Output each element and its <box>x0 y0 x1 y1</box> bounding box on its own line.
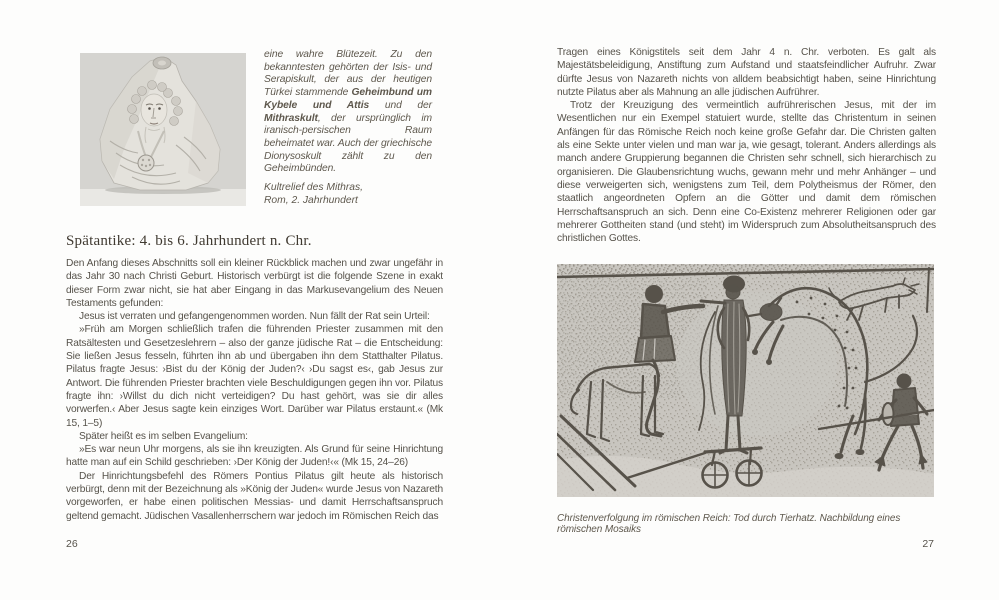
paragraph: Den Anfang dieses Abschnitts soll ein kleiner Rückblick machen und zwar ungefähr in das Jahr 30 nach Christi Geburt. Historisch verbürgt ist die folgende Szene in exakt dieser Form zwar nicht, sie hat aber Eingang in das Markusevangelium des Neuen Testaments gefunden: <box>66 258 443 309</box>
page-right <box>500 0 999 600</box>
paragraph: »Es war neun Uhr morgens, als sie ihn kreuzigten. Als Grund für seine Hinrichtung hatte man auf ein Schild geschrieben: ›Der König der Juden!‹« (Mk 15, 24–26) <box>66 444 443 469</box>
mosaic-caption: Christenverfolgung im römischen Reich: Tod durch Tierhatz. Nachbildung eines römischen Mosaiks <box>557 513 901 535</box>
left-body-text <box>66 257 443 523</box>
margin-note-segment: Mithraskult <box>264 112 318 124</box>
margin-note <box>264 49 432 176</box>
right-body-text <box>557 46 936 245</box>
photo-caption <box>264 181 434 207</box>
mithras-relief-illustration <box>80 53 246 206</box>
paragraph: Tragen eines Königstitels seit dem Jahr 4 n. Chr. verboten. Es galt als Majestätsbeleidigung, Anstiftung zum Aufstand und staatsfeindlicher Aufruhr. Zwar dürfte Jesus von Nazareth nichts von alldem beabsichtigt haben, seine Hinrichtung nutzte Pilatus aber als Mahnung an alle jüdischen Aufrührer. <box>557 47 936 98</box>
paragraph: Der Hinrichtungsbefehl des Römers Pontius Pilatus gilt heute als historisch verbürgt, denn mit der Bezeichnung als »König der Juden« wurde Jesus von Nazareth vorgeworfen, er habe einen politischen Messias- und damit Herrschaftsanspruch geltend gemacht. Jüdischen Vasallenherrschern war jedoch im Römischen Reich das <box>66 470 443 522</box>
margin-note-segment: eine wahre Blütezeit. Zu den bekanntesten gehörten der Isis- und Serapiskult, der aus der heutigen Türkei stammende <box>264 49 432 99</box>
section-heading: Spätantike: 4. bis 6. Jahrhundert n. Chr. <box>66 233 312 249</box>
mithras-relief-photo <box>80 53 246 206</box>
paragraph: »Früh am Morgen schließlich trafen die führenden Priester zusammen mit den Ratsältesten und Gesetzeslehrern – also der ganze jüdische Rat – die Entscheidung: Sie ließen Jesus fesseln, führten ihn ab und übergaben ihn dem Statthalter Pilatus. Pilatus fragte Jesus: ›Bist du der König der Juden?‹ ›Du sagst es‹, gab Jesus zur Antwort. Die führenden Priester brachten viele Beschuldigungen gegen ihn vor. Pilatus fragte ihn: ›Willst du dich nicht verteidigen? Du hast gehört, was sie dir alles vorwerfen.‹ Aber Jesus sagte kein einziges Wort. Darüber war Pilatus erstaunt.« (Mk 15, 1–5) <box>66 324 443 429</box>
roman-mosaic-illustration <box>557 264 934 497</box>
margin-note-segment: , der ursprünglich im iranisch-persischen Raum beheimatet war. Auch der griechische Dionysoskult zählt zu den Geheimbünden. <box>264 112 432 175</box>
photo-caption-line: Rom, 2. Jahrhundert <box>264 195 358 206</box>
margin-note-segment: und der <box>369 99 432 111</box>
paragraph: Trotz der Kreuzigung des vermeintlich aufrührerischen Jesus, mit der im Wesentlichen nur ein Exempel statuiert wurde, stellte das Christentum in seinen Anfängen für das Römische Reich noch keine große Gefahr dar. Die Christen galten als eine Sekte unter vielen und man war ja, wie gesagt, tolerant. Anders allerdings als manch andere Gruppierung begannen die Christen sehr schnell, sich hierarchisch zu organisieren. Die Glaubensrichtung wuchs, gewann mehr und mehr Anhänger – und diese verweigerten sich, wenigstens zum Teil, dem Polytheismus der Römer, den staatlich angeordneten Opfern an die Götter und damit dem römischen Herrschaftsanspruch an sich. Denn eine Co-Existenz mehrerer Religionen oder gar mehrerer Gottheiten stand (und steht) im Widerspruch zum Absolutheitsanspruch des christlichen Gottes. <box>557 100 936 245</box>
paragraph: Jesus ist verraten und gefangengenommen worden. Nun fällt der Rat sein Urteil: <box>79 311 430 323</box>
roman-mosaic-image <box>557 264 934 497</box>
page-number-left: 26 <box>66 538 78 550</box>
page-number-right: 27 <box>922 538 934 550</box>
margin-note-segment: Geheimbund um Kybele und Attis <box>264 87 432 111</box>
paragraph: Später heißt es im selben Evangelium: <box>79 430 248 442</box>
photo-caption-line: Kultrelief des Mithras, <box>264 182 364 193</box>
